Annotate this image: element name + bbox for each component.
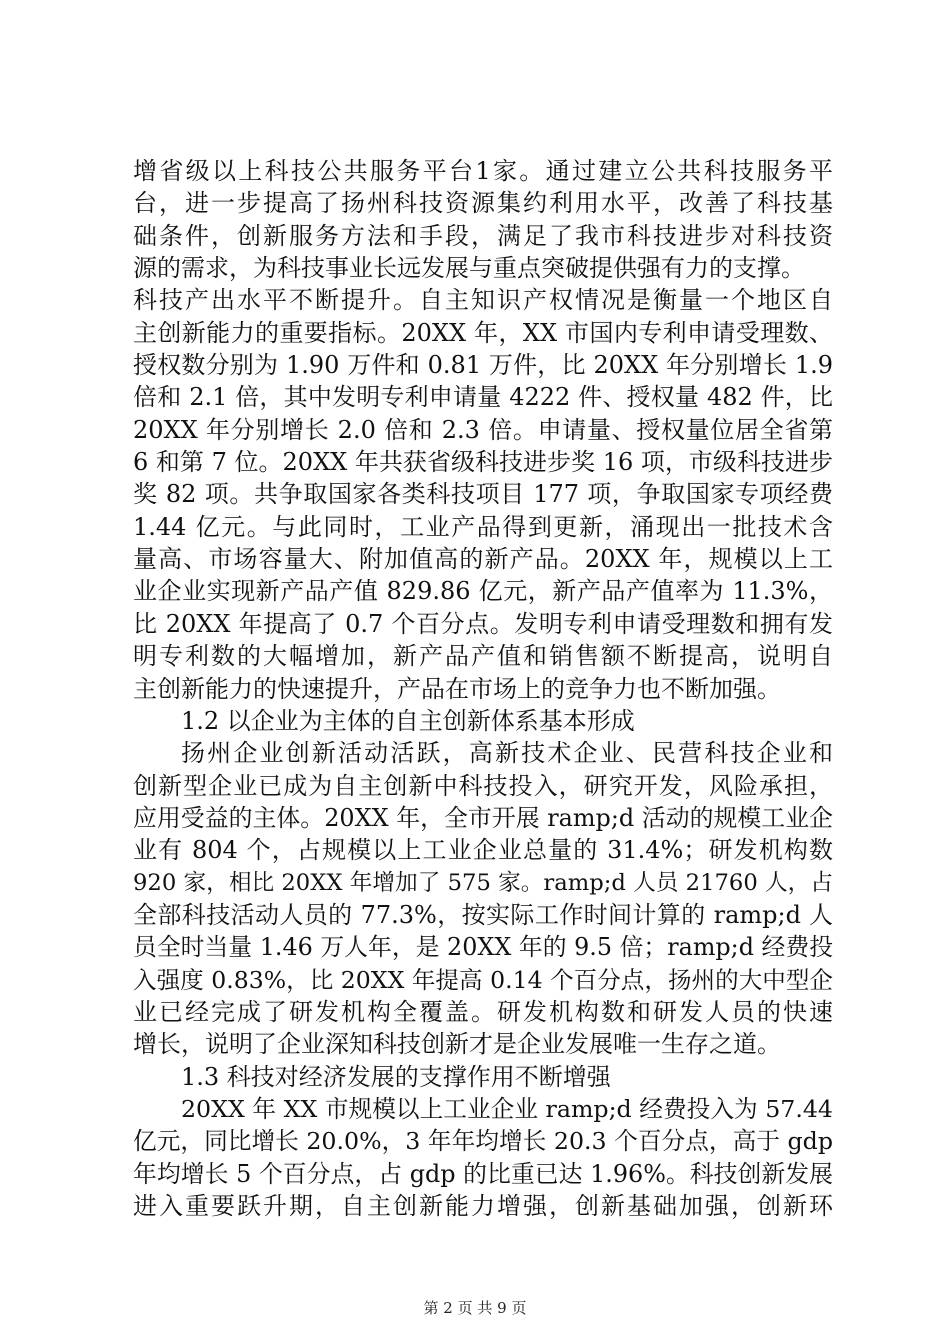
text-line: 创新型企业已成为自主创新中科技投入，研究开发，风险承担，	[133, 771, 833, 800]
text-line: 扬州企业创新活动活跃，高新技术企业、民营科技企业和	[181, 739, 833, 768]
text-line: 台，进一步提高了扬州科技资源集约利用水平，改善了科技基	[133, 189, 833, 218]
page-footer: 第 2 页 共 9 页	[423, 1299, 527, 1317]
text-line: 增长，说明了企业深知科技创新才是企业发展唯一生存之道。	[133, 1030, 781, 1059]
section-heading: 1.3 科技对经济发展的支撑作用不断增强	[181, 1062, 611, 1091]
text-line: 亿元，同比增长 20.0%，3 年年均增长 20.3 个百分点，高于 gdp	[133, 1127, 833, 1156]
section-heading: 1.2 以企业为主体的自主创新体系基本形成	[181, 706, 635, 735]
text-line: 主创新能力的重要指标。20XX 年，XX 市国内专利申请受理数、	[133, 318, 833, 347]
text-line: 业有 804 个，占规模以上工业企业总量的 31.4%；研发机构数	[133, 836, 833, 865]
text-line: 科技产出水平不断提升。自主知识产权情况是衡量一个地区自	[133, 286, 833, 315]
text-line: 920 家，相比 20XX 年增加了 575 家。ramp;d 人员 21760 人，占	[133, 869, 833, 896]
text-line: 员全时当量 1.46 万人年，是 20XX 年的 9.5 倍；ramp;d 经费投	[133, 933, 834, 962]
text-line: 授权数分别为 1.90 万件和 0.81 万件，比 20XX 年分别增长 1.9	[133, 351, 833, 380]
text-line: 增省级以上科技公共服务平台1家。通过建立公共科技服务平	[133, 157, 833, 185]
text-line: 明专利数的大幅增加，新产品产值和销售额不断提高，说明自	[133, 642, 833, 671]
text-line: 础条件，创新服务方法和手段，满足了我市科技进步对科技资	[133, 221, 833, 250]
text-line: 进入重要跃升期，自主创新能力增强，创新基础加强，创新环	[133, 1192, 833, 1220]
text-line: 应用受益的主体。20XX 年，全市开展 ramp;d 活动的规模工业企	[133, 803, 833, 832]
text-line: 20XX 年分别增长 2.0 倍和 2.3 倍。申请量、授权量位居全省第	[133, 415, 833, 444]
text-line: 比 20XX 年提高了 0.7 个百分点。发明专利申请受理数和拥有发	[133, 609, 833, 638]
text-line: 奖 82 项。共争取国家各类科技项目 177 项，争取国家专项经费	[133, 480, 833, 509]
text-line: 业已经完成了研发机构全覆盖。研发机构数和研发人员的快速	[133, 997, 833, 1026]
text-line: 主创新能力的快速提升，产品在市场上的竞争力也不断加强。	[133, 674, 781, 703]
document-body	[133, 155, 833, 1222]
text-line: 6 和第 7 位。20XX 年共获省级科技进步奖 16 项，市级科技进步	[133, 448, 833, 477]
text-line: 量高、市场容量大、附加值高的新产品。20XX 年，规模以上工	[133, 545, 833, 574]
text-line: 全部科技活动人员的 77.3%，按实际工作时间计算的 ramp;d 人	[133, 900, 833, 929]
text-line: 年均增长 5 个百分点，占 gdp 的比重已达 1.96%。科技创新发展	[133, 1159, 833, 1188]
text-line: 1.44 亿元。与此同时，工业产品得到更新，涌现出一批技术含	[133, 512, 833, 541]
text-line: 20XX 年 XX 市规模以上工业企业 ramp;d 经费投入为 57.44	[181, 1094, 833, 1123]
text-line: 入强度 0.83%，比 20XX 年提高 0.14 个百分点，扬州的大中型企	[133, 965, 834, 994]
text-line: 业企业实现新产品产值 829.86 亿元，新产品产值率为 11.3%，	[133, 577, 833, 606]
text-line: 源的需求，为科技事业长远发展与重点突破提供强有力的支撑。	[133, 254, 805, 283]
text-line: 倍和 2.1 倍，其中发明专利申请量 4222 件、授权量 482 件，比	[133, 383, 833, 412]
